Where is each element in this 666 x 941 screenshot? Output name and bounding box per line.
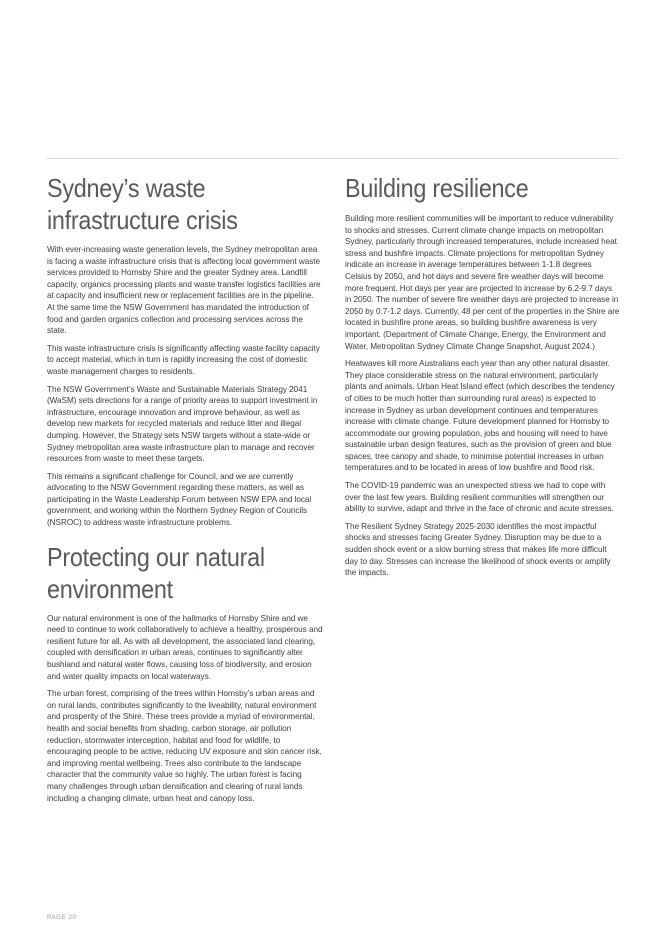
paragraph: Building more resilient communities will be important to reduce vulnerability to shocks and stresses. Current climate change impacts on metropolitan Sydney, particularly through increased temperatures, include increased heat stress and bushfire impacts. Climate projections for metropolitan Sydney indicate an increase in average temperatures between 1-1.8 degrees Celsius by 2050, and hot days and severe fire weather days will become more frequent. Hot days per year are projected to increase by 6.2-9.7 days in 2050. The number of severe fire weather days are projected to increase in 2050 by 0.7-1.2 days. Currently, 48 per cent of the properties in the Shire are located in bushfire prone areas, so building bushfire awareness is very important. (Department of Climate Change, Energy, the Environment and Water, Metropolitan Sydney Climate Change Snapshot, August 2024.)	[345, 214, 620, 351]
paragraph: The COVID-19 pandemic was an unexpected stress we had to cope with over the last few years. Building resilient communities will strengthen our ability to survive, adapt and thrive in the face of chronic and acute stresses.	[345, 481, 614, 514]
paragraph: Heatwaves kill more Australians each year than any other natural disaster. They place considerable stress on the natural environment, particularly plants and animals. Urban Heat Island effect (which describes the tendency of cities to be much hotter than surrounding rural areas) is expected to increase in Sydney as urban development continues and temperatures increase with climate change. Future development planned for Hornsby to accommodate our growing population, jobs and housing will need to have sustainable urban design features, such as the provision of green and blue spaces, tree canopy and shade, to minimise potential increases in urban temperatures and to be located in areas of low bushfire and flood risk.	[345, 359, 615, 473]
header-divider	[46, 158, 619, 159]
left-column	[47, 172, 323, 810]
paragraph: With ever-increasing waste generation levels, the Sydney metropolitan area is facing a waste infrastructure crisis that is affecting local government waste services provided to Hornsby Shire and the greater Sydney area. Landfill capacity, organics processing plants and waste transfer logistics facilities are at capacity and insufficient new or replacement facilities are in the pipeline. At the same time the NSW Government has mandated the introduction of food and garden organics collection and processing services across the state.	[47, 245, 321, 336]
section-title-building-resilience: Building resilience	[345, 173, 529, 203]
page-number: PAGE 20	[47, 914, 77, 921]
paragraph: Our natural environment is one of the hallmarks of Hornsby Shire and we need to continue to work collaboratively to achieve a healthy, prosperous and resilient future for all. As with all development, the associated land clearing, coupled with densification in urban areas, continues to significantly alter bushland and natural water flows, causing loss of biodiversity, and erosion and water quality impacts on local waterways.	[47, 613, 323, 681]
right-column	[345, 172, 620, 585]
paragraph: This waste infrastructure crisis is significantly affecting waste facility capacity to accept material, which in turn is rapidly increasing the cost of domestic waste management charges to residents.	[47, 343, 320, 376]
section-title-natural-environment: Protecting our natural environment	[47, 541, 265, 604]
paragraph: The urban forest, comprising of the trees within Hornsby’s urban areas and on rural lands, contributes significantly to the liveability, natural environment and prosperity of the Shire. These trees provide a myriad of environmental, health and social benefits from shading, carbon storage, air pollution reduction, stormwater interception, habitat and food for wildlife, to encouraging people to be active, reducing UV exposure and skin cancer risk, and improving mental wellbeing. Trees also contribute to the landscape character that the community value so highly. The urban forest is facing many challenges through urban densification and clearing of rural lands including a changing climate, urban heat and canopy loss.	[47, 689, 322, 803]
paragraph: The Resilient Sydney Strategy 2025-2030 identifies the most impactful shocks and stresses facing Greater Sydney. Disruption may be due to a sudden shock event or a slow burning stress that makes life more difficult day to day. Stresses can increase the likelihood of shock events or amplify the impacts.	[345, 521, 611, 578]
paragraph: The NSW Government’s Waste and Sustainable Materials Strategy 2041 (WaSM) sets directions for a range of priority areas to support investment in infrastructure, encourage innovation and improve behaviour, as well as develop new markets for recycled materials and reduce litter and illegal dumping. However, the Strategy sets NSW targets without a state-wide or Sydney metropolitan area waste infrastructure plan to manage and recover resources from waste to meet these targets.	[47, 384, 318, 464]
paragraph: This remains a significant challenge for Council, and we are currently advocating to the NSW Government regarding these matters, as well as participating in the Waste Leadership Forum between NSW EPA and local government, and working within the Northern Sydney Region of Councils (NSROC) to address waste infrastructure problems.	[47, 471, 312, 528]
section-title-waste-crisis: Sydney’s waste infrastructure crisis	[47, 173, 238, 235]
